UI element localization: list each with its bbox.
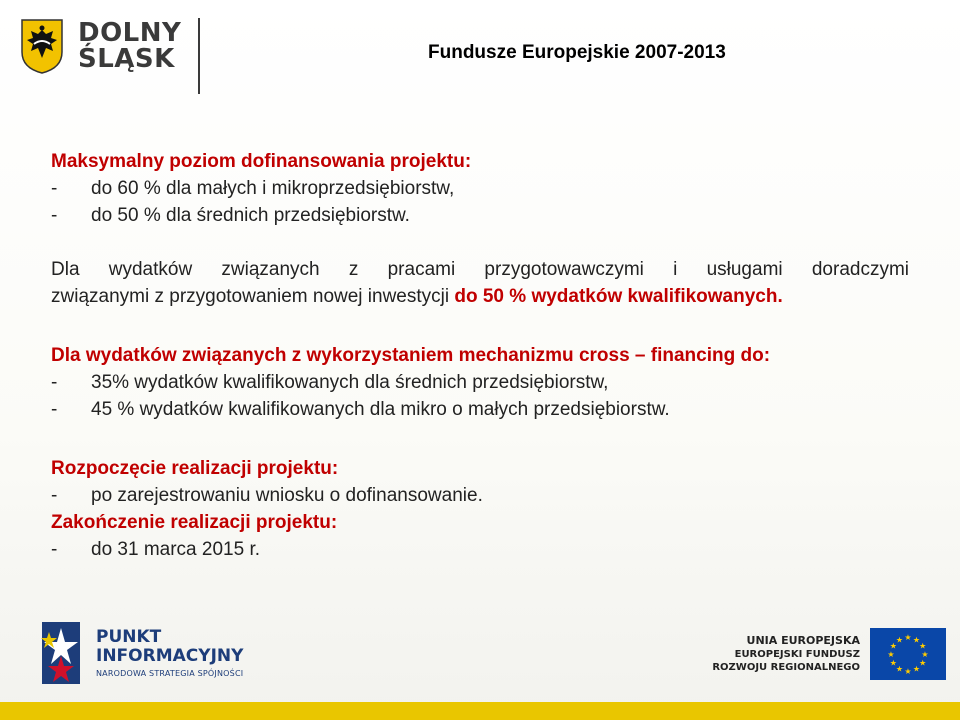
eu-star-icon: ★ (887, 650, 895, 659)
eu-star-icon: ★ (904, 667, 912, 676)
end-heading: Zakończenie realizacji projektu: (51, 512, 338, 533)
logo-line-1: DOLNY (78, 18, 182, 48)
eu-line-3: ROZWOJU REGIONALNEGO (712, 662, 860, 673)
logo-line-2: ŚLĄSK (78, 44, 175, 74)
eagle-crest-icon (20, 18, 64, 74)
slide-content (51, 148, 909, 563)
logo-wordmark (78, 20, 181, 72)
funding-heading: Maksymalny poziom dofinansowania projektu: (51, 151, 472, 172)
page-title: Fundusze Europejskie 2007-2013 (428, 42, 726, 63)
advisory-highlight: do 50 % wydatków kwalifikowanych. (454, 286, 783, 307)
punkt-informacyjny-logo (40, 620, 243, 686)
eu-star-icon: ★ (895, 635, 904, 645)
list-item: - 35% wydatków kwalifikowanych dla średnich przedsiębiorstw, (51, 372, 609, 393)
logo-divider (198, 18, 200, 94)
list-item: - do 31 marca 2015 r. (51, 539, 260, 560)
advisory-line-2: związanymi z przygotowaniem nowej inwestycji do 50 % wydatków kwalifikowanych. (51, 286, 783, 307)
eu-star-icon: ★ (919, 658, 927, 668)
eu-logo (712, 628, 946, 680)
list-item: - do 50 % dla średnich przedsiębiorstw. (51, 205, 410, 226)
footer-bar (0, 702, 960, 720)
eu-flag-icon (870, 628, 946, 680)
eu-star-icon: ★ (889, 641, 897, 651)
footer-logo-line-1: PUNKT (96, 627, 162, 647)
eu-star-icon: ★ (919, 641, 927, 651)
list-item: - 45 % wydatków kwalifikowanych dla mikro o małych przedsiębiorstw. (51, 399, 670, 420)
footer-logo-line-3: NARODOWA STRATEGIA SPÓJNOŚCI (96, 669, 244, 678)
eu-star-icon: ★ (889, 658, 897, 668)
eu-star-icon: ★ (895, 664, 904, 674)
eu-line-2: EUROPEJSKI FUNDUSZ (734, 649, 860, 660)
start-heading: Rozpoczęcie realizacji projektu: (51, 458, 339, 479)
footer-logo-line-2: INFORMACYJNY (96, 646, 244, 666)
list-item: - do 60 % dla małych i mikroprzedsiębiorstw, (51, 178, 455, 199)
eu-star-icon: ★ (904, 633, 912, 642)
cross-financing-heading: Dla wydatków związanych z wykorzystaniem mechanizmu cross – financing do: (51, 345, 771, 366)
advisory-line-1: Dla wydatków związanych z pracami przygotowawczymi i usługami doradczymi (51, 259, 909, 280)
eu-line-1: UNIA EUROPEJSKA (746, 634, 860, 647)
nss-star-icon (40, 620, 82, 686)
list-item: - po zarejestrowaniu wniosku o dofinansowanie. (51, 485, 483, 506)
eu-star-icon: ★ (912, 635, 921, 645)
eu-star-icon: ★ (921, 650, 929, 659)
dolny-slask-logo (20, 18, 181, 74)
eu-star-icon: ★ (912, 664, 921, 674)
